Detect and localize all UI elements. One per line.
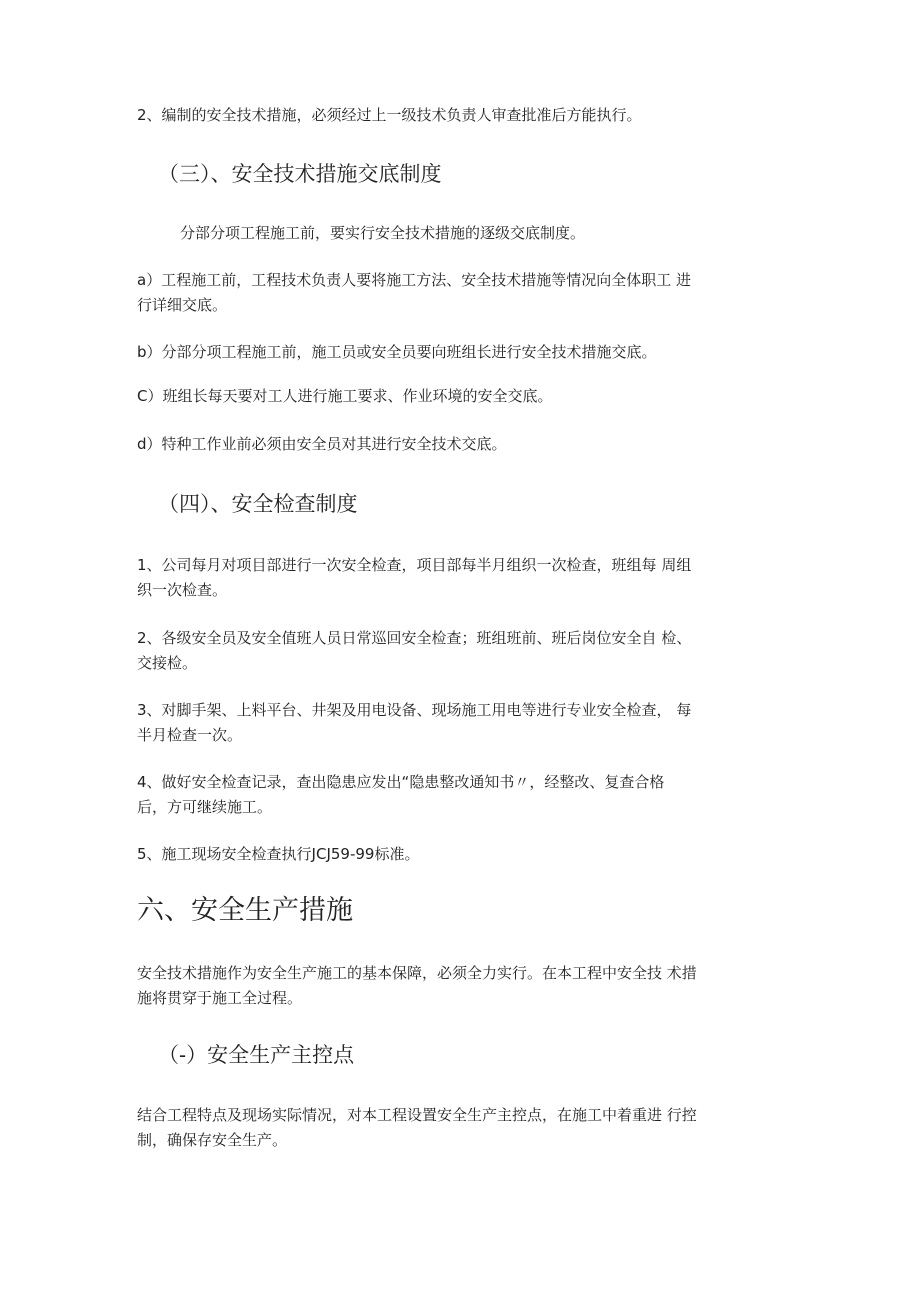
- inspection-item-4-line1: 4、做好安全检查记录，查出隐患应发出“隐患整改通知书〃，经整改、复查合格: [137, 773, 665, 791]
- heading-control-points: （-）安全生产主控点: [158, 1043, 355, 1067]
- section-6-paragraph-line2: 施将贯穿于施工全过程。: [137, 989, 303, 1007]
- inspection-item-2-line2: 交接检。: [137, 654, 198, 672]
- control-points-paragraph-line1: 结合工程特点及现场实际情况，对本工程设置安全生产主控点，在施工中着重进 行控: [137, 1106, 697, 1124]
- control-points-paragraph-line2: 制，确保存安全生产。: [137, 1131, 288, 1149]
- paragraph-approval: 2、编制的安全技术措施，必须经过上一级技术负责人审查批准后方能执行。: [137, 106, 642, 124]
- list-item-a-line2: 行详细交底。: [137, 296, 228, 314]
- paragraph-disclosure-intro: 分部分项工程施工前，要实行安全技术措施的逐级交底制度。: [180, 224, 586, 242]
- heading-inspection-system: （四）、安全检查制度: [158, 492, 358, 516]
- section-6-paragraph-line1: 安全技术措施作为安全生产施工的基本保障，必须全力实行。在本工程中安全技 术措: [137, 964, 697, 982]
- inspection-item-3-line2: 半月检查一次。: [137, 726, 243, 744]
- list-item-a-line1: a）工程施工前，工程技术负责人要将施工方法、安全技术措施等情况向全体职工 进: [137, 271, 691, 289]
- list-item-b: b）分部分项工程施工前，施工员或安全员要向班组长进行安全技术措施交底。: [137, 343, 657, 361]
- heading-disclosure-system: （三）、安全技术措施交底制度: [158, 162, 442, 186]
- inspection-item-1-line2: 织一次检查。: [137, 581, 228, 599]
- inspection-item-2-line1: 2、各级安全员及安全值班人员日常巡回安全检查；班组班前、班后岗位安全自 检、: [137, 629, 692, 647]
- list-item-d: d）特种工作业前必须由安全员对其进行安全技术交底。: [137, 435, 507, 453]
- inspection-item-1-line1: 1、公司每月对项目部进行一次安全检查，项目部每半月组织一次检查，班组每 周组: [137, 556, 692, 574]
- inspection-item-5: 5、施工现场安全检查执行JCJ59-99标准。: [137, 845, 420, 863]
- list-item-c: C）班组长每天要对工人进行施工要求、作业环境的安全交底。: [137, 387, 553, 405]
- inspection-item-4-line2: 后，方可继续施工。: [137, 798, 273, 816]
- inspection-item-3-line1: 3、对脚手架、上料平台、井架及用电设备、现场施工用电等进行专业安全检查， 每: [137, 701, 692, 719]
- heading-section-6: 六、安全生产措施: [137, 895, 353, 926]
